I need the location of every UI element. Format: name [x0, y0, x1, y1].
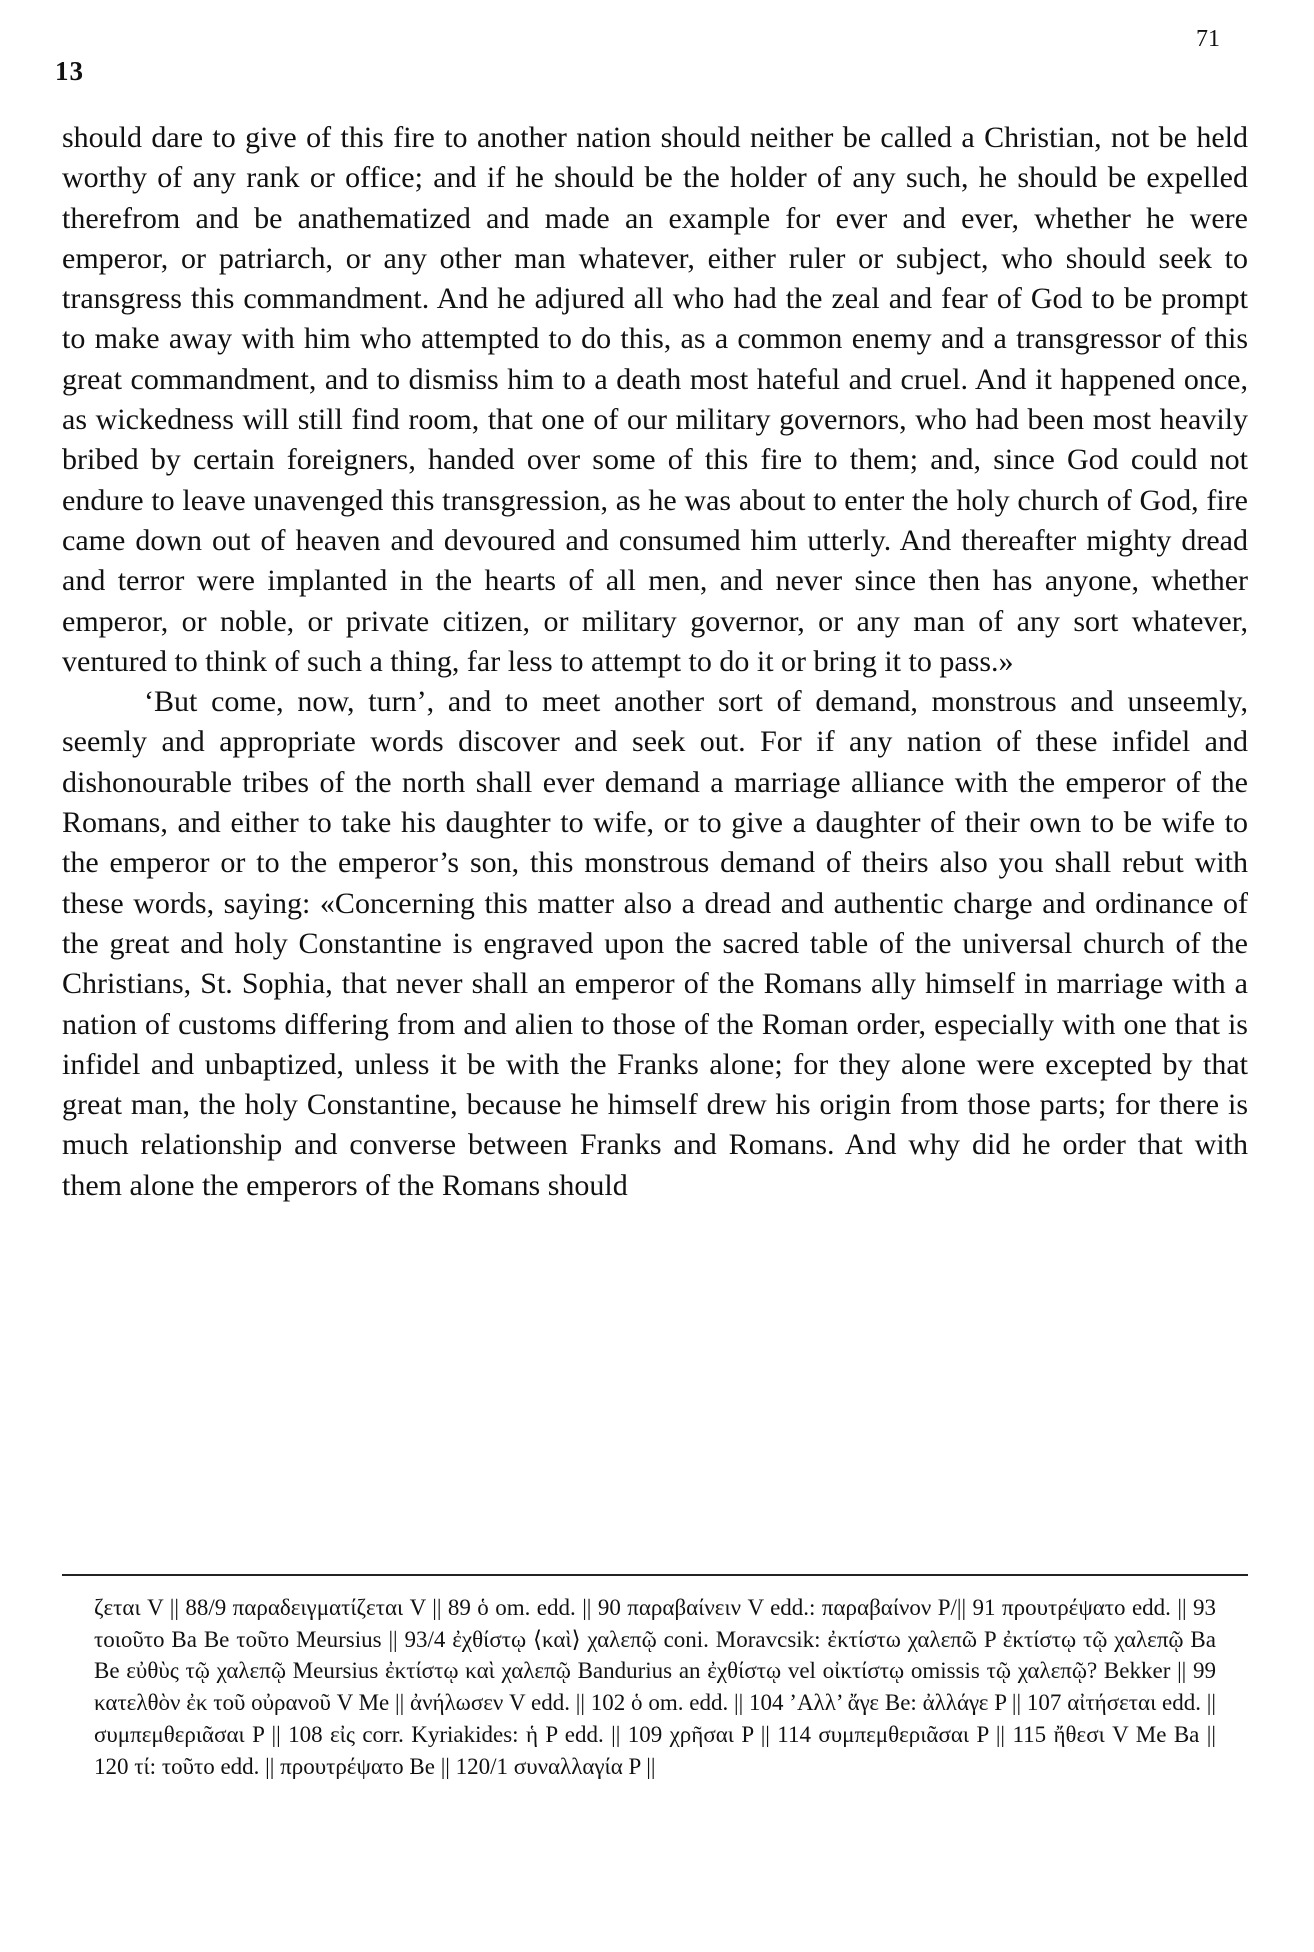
critical-apparatus [94, 1592, 1216, 1782]
main-text [62, 118, 1248, 1206]
section-number: 13 [55, 56, 84, 86]
paragraph-2: ‘But come, now, turn’, and to meet another sort of demand, monstrous and unseemly, seemly and appropriate words discover and seek out. For if any nation of these infidel and dishonourable tribes of the north shall ever demand a marriage alliance with the emperor of the Romans, and either to take his daughter to wife, or to give a daughter of their own to be wife to the emperor or to the emperor’s son, this monstrous demand of theirs also you shall rebut with these words, saying: «Concerning this matter also a dread and authentic charge and ordinance of the great and holy Constantine is engraved upon the sacred table of the universal church of the Christians, St. Sophia, that never shall an emperor of the Romans ally himself in marriage with a nation of customs differing from and alien to those of the Roman order, especially with one that is infidel and unbaptized, unless it be with the Franks alone; for they alone were excepted by that great man, the holy Constantine, because he himself drew his origin from those parts; for there is much relationship and converse between Franks and Romans. And why did he order that with them alone the emperors of the Romans should [62, 685, 1248, 1202]
footnote-divider [62, 1574, 1248, 1576]
paragraph-1: should dare to give of this fire to another nation should neither be called a Christian, not be held worthy of any rank or office; and if he should be the holder of any such, he should be expelled therefrom and be anathematized and made an example for ever and ever, whether he were emperor, or patriarch, or any other man whatever, either ruler or subject, who should seek to transgress this commandment. And he adjured all who had the zeal and fear of God to be prompt to make away with him who attempted to do this, as a common enemy and a transgressor of this great commandment, and to dismiss him to a death most hateful and cruel. And it happened once, as wickedness will still find room, that one of our military governors, who had been most heavily bribed by certain foreigners, handed over some of this fire to them; and, since God could not endure to leave unavenged this transgression, as he was about to enter the holy church of God, fire came down out of heaven and devoured and consumed him utterly. And thereafter mighty dread and terror were implanted in the hearts of all men, and never since then has anyone, whether emperor, or noble, or private citizen, or military governor, or any man of any sort whatever, ventured to think of such a thing, far less to attempt to do it or bring it to pass.» [62, 121, 1248, 678]
footnote-text: ζεται V || 88/9 παραδειγματίζεται V || 89 ὁ om. edd. || 90 παραβαίνειν V edd.: παραβαίνον P/|| 91 προυτρέψατο edd. || 93 τοιοῦτο Ba Be τοῦτο Meursius || 93/4 ἐχθίστῳ ⟨καὶ⟩ χαλεπῷ coni. Moravcsik: ἐκτίστω χαλεπῶ P ἐκτίστῳ τῷ χαλεπῷ Ba Be εὐθὺς τῷ χαλεπῷ Meursius ἐκτίστῳ καὶ χαλεπῷ Bandurius an ἐχθίστῳ vel οἰκτίστῳ omissis τῷ χαλεπῷ? Bekker || 99 κατελθὸν ἐκ τοῦ οὐρανοῦ V Me || ἀνήλωσεν V edd. || 102 ὁ om. edd. || 104 ’Αλλ’ ἄγε Be: ἀλλάγε P || 107 αἰτήσεται edd. || συμπεμθεριᾶσαι P || 108 εἰς corr. Kyriakides: ἡ P edd. || 109 χρῆσαι P || 114 συμπεμθεριᾶσαι P || 115 ἤθεσι V Me Ba || 120 τί: τοῦτο edd. || προυτρέψατο Be || 120/1 συναλλαγία P || [94, 1595, 1216, 1779]
page-number: 71 [1196, 26, 1220, 52]
